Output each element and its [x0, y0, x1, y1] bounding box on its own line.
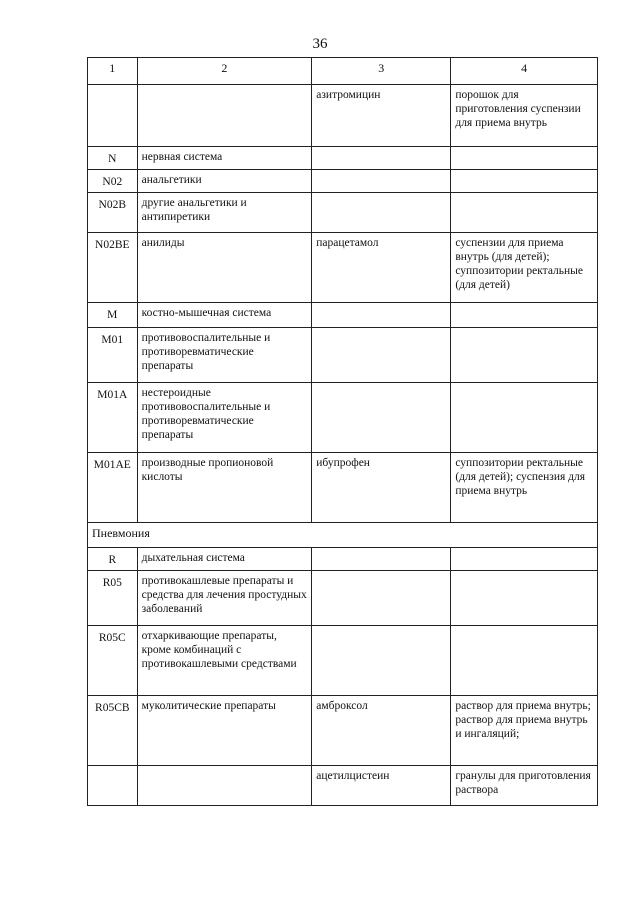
header-col-1: 1: [88, 58, 138, 85]
table-row: [88, 328, 598, 383]
cell-atc-code: N: [88, 147, 138, 170]
cell-drug-name: азитромицин: [312, 85, 451, 147]
cell-dosage-form: [451, 303, 598, 328]
cell-drug-name: ибупрофен: [312, 453, 451, 523]
cell-atc-code: R05C: [88, 626, 138, 696]
cell-drug-name: [312, 383, 451, 453]
cell-dosage-form: суппозитории ректальные (для детей); суспензия для приема внутрь: [451, 453, 598, 523]
cell-drug-name: [312, 626, 451, 696]
cell-group-name: отхаркивающие препараты, кроме комбинаций с противокашлевыми средствами: [137, 626, 312, 696]
header-col-2: 2: [137, 58, 312, 85]
cell-atc-code: M01AE: [88, 453, 138, 523]
cell-drug-name: ацетилцистеин: [312, 766, 451, 806]
cell-atc-code: [88, 766, 138, 806]
table-row: [88, 548, 598, 571]
cell-atc-code: [88, 85, 138, 147]
cell-group-name: муколитические препараты: [137, 696, 312, 766]
cell-dosage-form: [451, 383, 598, 453]
cell-group-name: анилиды: [137, 233, 312, 303]
cell-drug-name: [312, 170, 451, 193]
cell-group-name: [137, 766, 312, 806]
table-row: [88, 170, 598, 193]
cell-atc-code: M: [88, 303, 138, 328]
cell-dosage-form: [451, 328, 598, 383]
cell-atc-code: M01A: [88, 383, 138, 453]
header-col-3: 3: [312, 58, 451, 85]
cell-atc-code: N02BE: [88, 233, 138, 303]
cell-dosage-form: гранулы для приготовления раствора: [451, 766, 598, 806]
cell-group-name: другие анальгетики и антипиретики: [137, 193, 312, 233]
cell-dosage-form: [451, 626, 598, 696]
cell-drug-name: [312, 571, 451, 626]
cell-atc-code: N02B: [88, 193, 138, 233]
cell-dosage-form: [451, 571, 598, 626]
cell-group-name: костно-мышечная система: [137, 303, 312, 328]
table-row: [88, 626, 598, 696]
table-row: [88, 383, 598, 453]
cell-dosage-form: раствор для приема внутрь; раствор для приема внутрь и ингаляций;: [451, 696, 598, 766]
cell-group-name: нестероидные противовоспалительные и противоревматические препараты: [137, 383, 312, 453]
cell-atc-code: M01: [88, 328, 138, 383]
cell-group-name: противокашлевые препараты и средства для лечения простудных заболеваний: [137, 571, 312, 626]
cell-dosage-form: [451, 170, 598, 193]
cell-dosage-form: [451, 147, 598, 170]
cell-group-name: [137, 85, 312, 147]
cell-group-name: производные пропионовой кислоты: [137, 453, 312, 523]
cell-drug-name: амброксол: [312, 696, 451, 766]
cell-atc-code: N02: [88, 170, 138, 193]
table-header-row: [88, 58, 598, 85]
page-number: 36: [312, 36, 328, 52]
table-row: [88, 147, 598, 170]
cell-drug-name: парацетамол: [312, 233, 451, 303]
cell-drug-name: [312, 147, 451, 170]
cell-group-name: противовоспалительные и противоревматические препараты: [137, 328, 312, 383]
cell-group-name: нервная система: [137, 147, 312, 170]
section-row: [88, 523, 598, 548]
table-row: [88, 303, 598, 328]
table-row: [88, 233, 598, 303]
table-row: [88, 193, 598, 233]
cell-group-name: анальгетики: [137, 170, 312, 193]
cell-atc-code: R05: [88, 571, 138, 626]
section-label: Пневмония: [88, 523, 598, 548]
cell-drug-name: [312, 328, 451, 383]
medication-table: [87, 57, 598, 806]
table-row: [88, 453, 598, 523]
table-row: [88, 696, 598, 766]
cell-atc-code: R: [88, 548, 138, 571]
table-row: [88, 766, 598, 806]
table-row: [88, 571, 598, 626]
table-row: [88, 85, 598, 147]
header-col-4: 4: [451, 58, 598, 85]
cell-dosage-form: [451, 548, 598, 571]
cell-drug-name: [312, 548, 451, 571]
cell-drug-name: [312, 193, 451, 233]
cell-drug-name: [312, 303, 451, 328]
cell-dosage-form: порошок для приготовления суспензии для приема внутрь: [451, 85, 598, 147]
table-body: [88, 58, 598, 806]
cell-dosage-form: суспензии для приема внутрь (для детей); суппозитории ректальные (для детей): [451, 233, 598, 303]
cell-atc-code: R05CB: [88, 696, 138, 766]
cell-group-name: дыхательная система: [137, 548, 312, 571]
cell-dosage-form: [451, 193, 598, 233]
